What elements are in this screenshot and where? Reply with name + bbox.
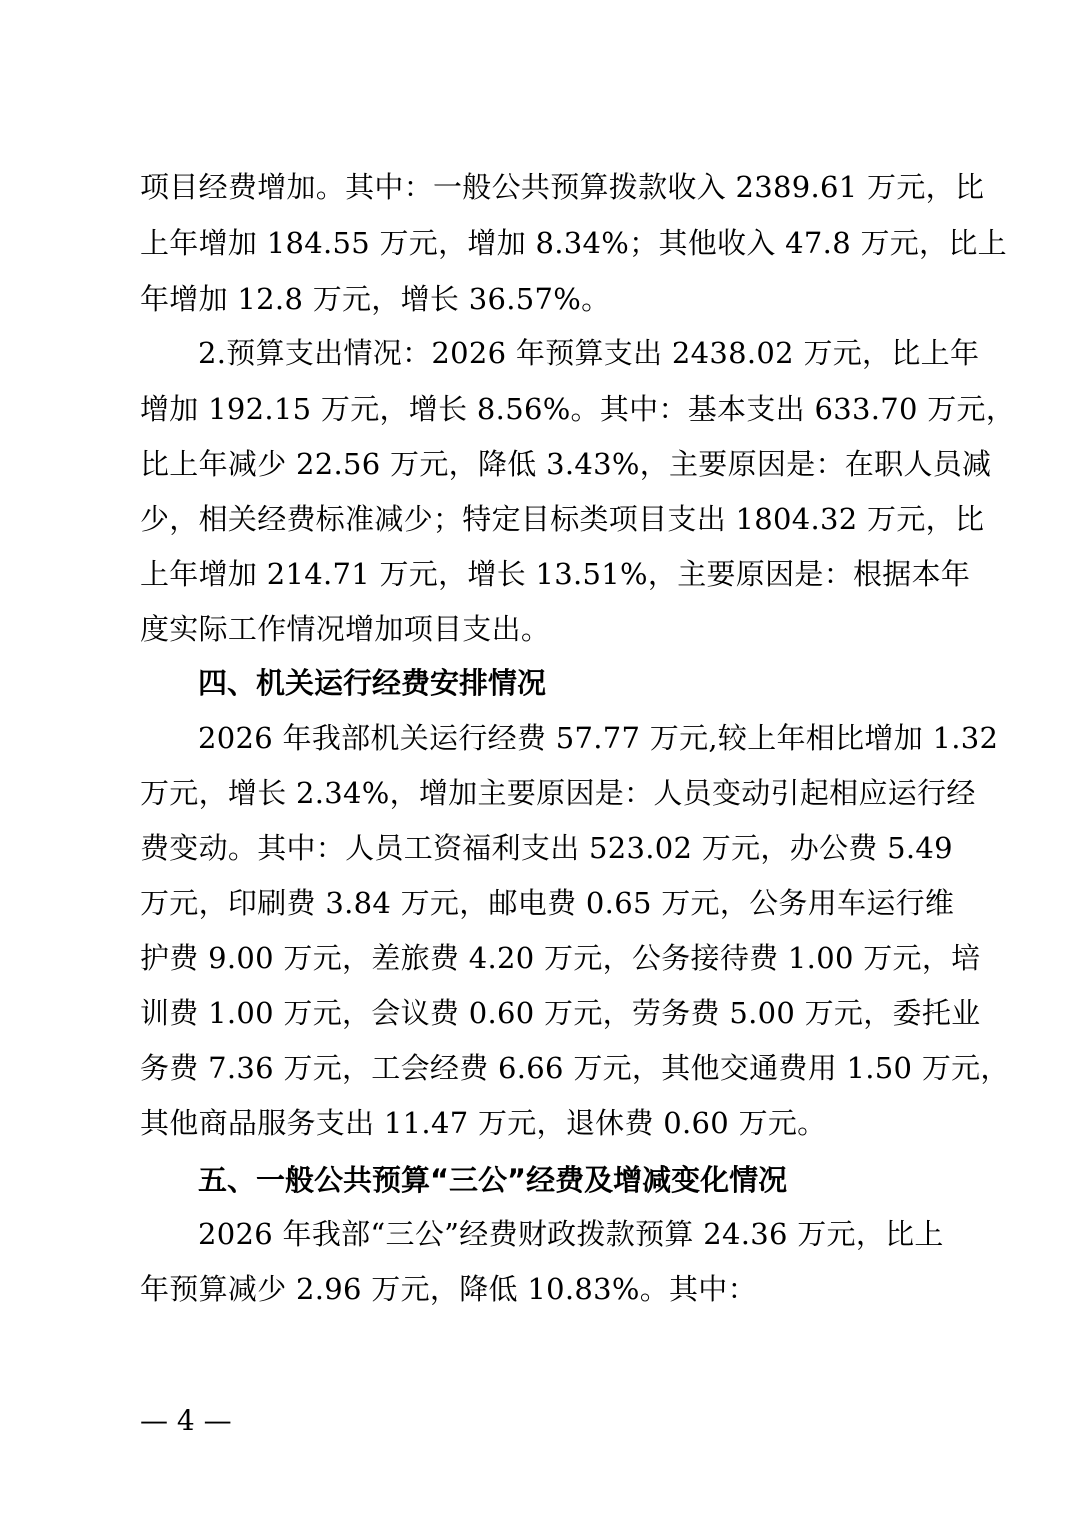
body-text-line: 务费 7.36 万元，工会经费 6.66 万元，其他交通费用 1.50 万元， [140,1051,1010,1085]
body-text-line: 万元，印刷费 3.84 万元，邮电费 0.65 万元，公务用车运行维 [140,886,955,920]
body-text-line: 年增加 12.8 万元，增长 36.57%。 [140,282,611,316]
section-heading: 四、机关运行经费安排情况 [198,666,547,700]
body-text-line: 上年增加 214.71 万元，增长 13.51%，主要原因是：根据本年 [140,557,971,591]
body-text-line: 年预算减少 2.96 万元，降低 10.83%。其中： [140,1272,757,1306]
body-text-line: 其他商品服务支出 11.47 万元，退休费 0.60 万元。 [140,1106,827,1140]
body-text-line: 项目经费增加。其中：一般公共预算拨款收入 2389.61 万元，比 [140,170,985,204]
body-text-line: 护费 9.00 万元，差旅费 4.20 万元，公务接待费 1.00 万元，培 [140,941,981,975]
body-text-line: 2.预算支出情况：2026 年预算支出 2438.02 万元，比上年 [198,336,980,370]
body-text-line: 2026 年我部“三公”经费财政拨款预算 24.36 万元，比上 [198,1217,944,1251]
body-text-line: 度实际工作情况增加项目支出。 [140,612,551,646]
body-text-line: 比上年减少 22.56 万元，降低 3.43%，主要原因是：在职人员减 [140,447,992,481]
body-text-line: 费变动。其中：人员工资福利支出 523.02 万元，办公费 5.49 [140,831,953,865]
body-text-line: 2026 年我部机关运行经费 57.77 万元,较上年相比增加 1.32 [198,721,999,755]
body-text-line: 万元，增长 2.34%，增加主要原因是：人员变动引起相应运行经 [140,776,976,810]
body-text-line: 训费 1.00 万元，会议费 0.60 万元，劳务费 5.00 万元，委托业 [140,996,981,1030]
section-heading: 五、一般公共预算“三公”经费及增减变化情况 [198,1163,788,1197]
body-text-line: 增加 192.15 万元，增长 8.56%。其中：基本支出 633.70 万元， [140,392,1016,426]
page-number: — 4 — [140,1404,232,1437]
body-text-line: 上年增加 184.55 万元，增加 8.34%；其他收入 47.8 万元，比上 [140,226,1007,260]
body-text-line: 少，相关经费标准减少；特定目标类项目支出 1804.32 万元，比 [140,502,985,536]
